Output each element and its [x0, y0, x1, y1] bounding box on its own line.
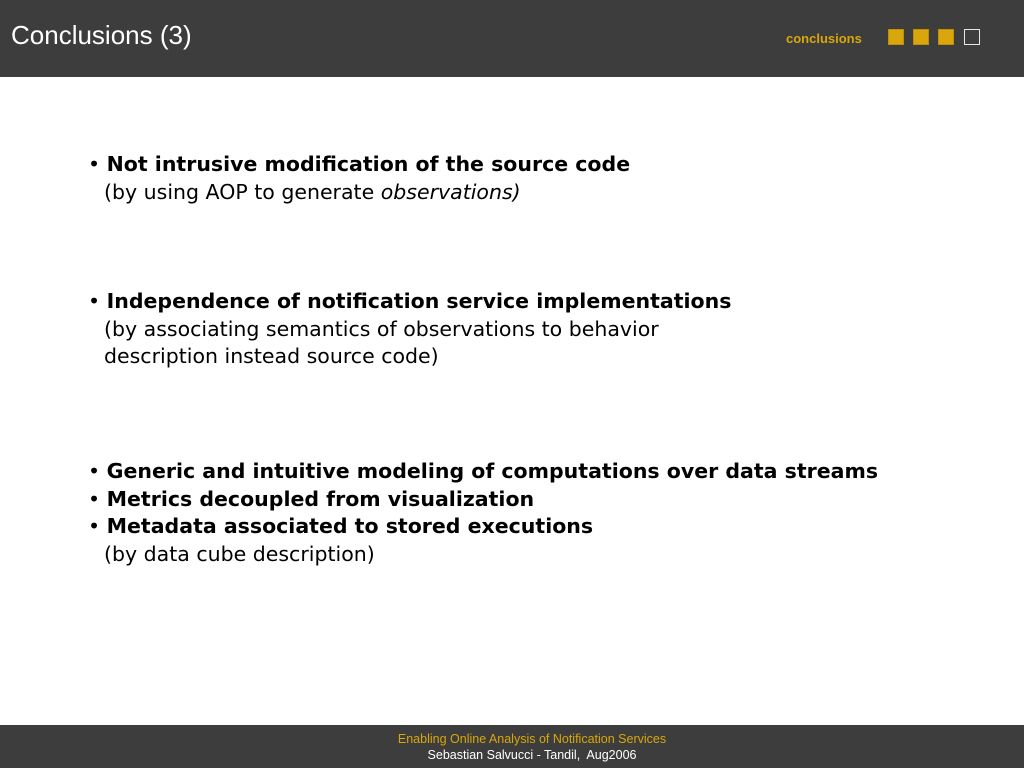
bullet-subtext — [88, 179, 630, 207]
progress-square-filled — [938, 29, 954, 45]
bullet-glyph: • — [88, 459, 101, 483]
bullet-item-3 — [88, 458, 878, 486]
slide-header — [0, 0, 1024, 77]
footer-author-line: Sebastian Salvucci - Tandil, Aug2006 — [427, 748, 637, 762]
slide-footer — [0, 725, 1024, 768]
bullet-heading: Generic and intuitive modeling of computations over data streams — [106, 459, 879, 483]
slide-title: Conclusions (3) — [11, 20, 192, 50]
bullet-heading: Not intrusive modification of the source code — [106, 152, 631, 176]
bullet-subtext: (by data cube description) — [104, 541, 375, 566]
bullet-heading: Metrics decoupled from visualization — [106, 486, 535, 511]
bullet-item-2 — [88, 288, 731, 371]
bullet-subtext-line-1: (by associating semantics of observations to behavior — [104, 316, 659, 341]
bullet-item-5 — [88, 513, 878, 541]
bullet-glyph: • — [88, 514, 101, 538]
bullet-heading: Independence of notification service implementations — [106, 289, 732, 313]
bullet-item-4 — [88, 486, 878, 514]
progress-square-filled — [913, 29, 929, 45]
subtext-prefix: (by using AOP to generate — [104, 179, 381, 204]
progress-square-filled — [888, 29, 904, 45]
progress-square-empty — [964, 29, 980, 45]
bullet-glyph: • — [88, 289, 101, 313]
bullet-group-3 — [88, 458, 878, 568]
section-label: conclusions — [786, 31, 862, 46]
bullet-glyph: • — [88, 152, 101, 176]
footer-presentation-title: Enabling Online Analysis of Notification Services — [397, 732, 667, 746]
bullet-item-1 — [88, 151, 630, 206]
bullet-glyph: • — [88, 486, 101, 511]
subtext-italic: observations) — [380, 179, 521, 204]
bullet-subtext-line-2: description instead source code) — [104, 344, 439, 368]
bullet-heading: Metadata associated to stored executions — [106, 514, 594, 538]
